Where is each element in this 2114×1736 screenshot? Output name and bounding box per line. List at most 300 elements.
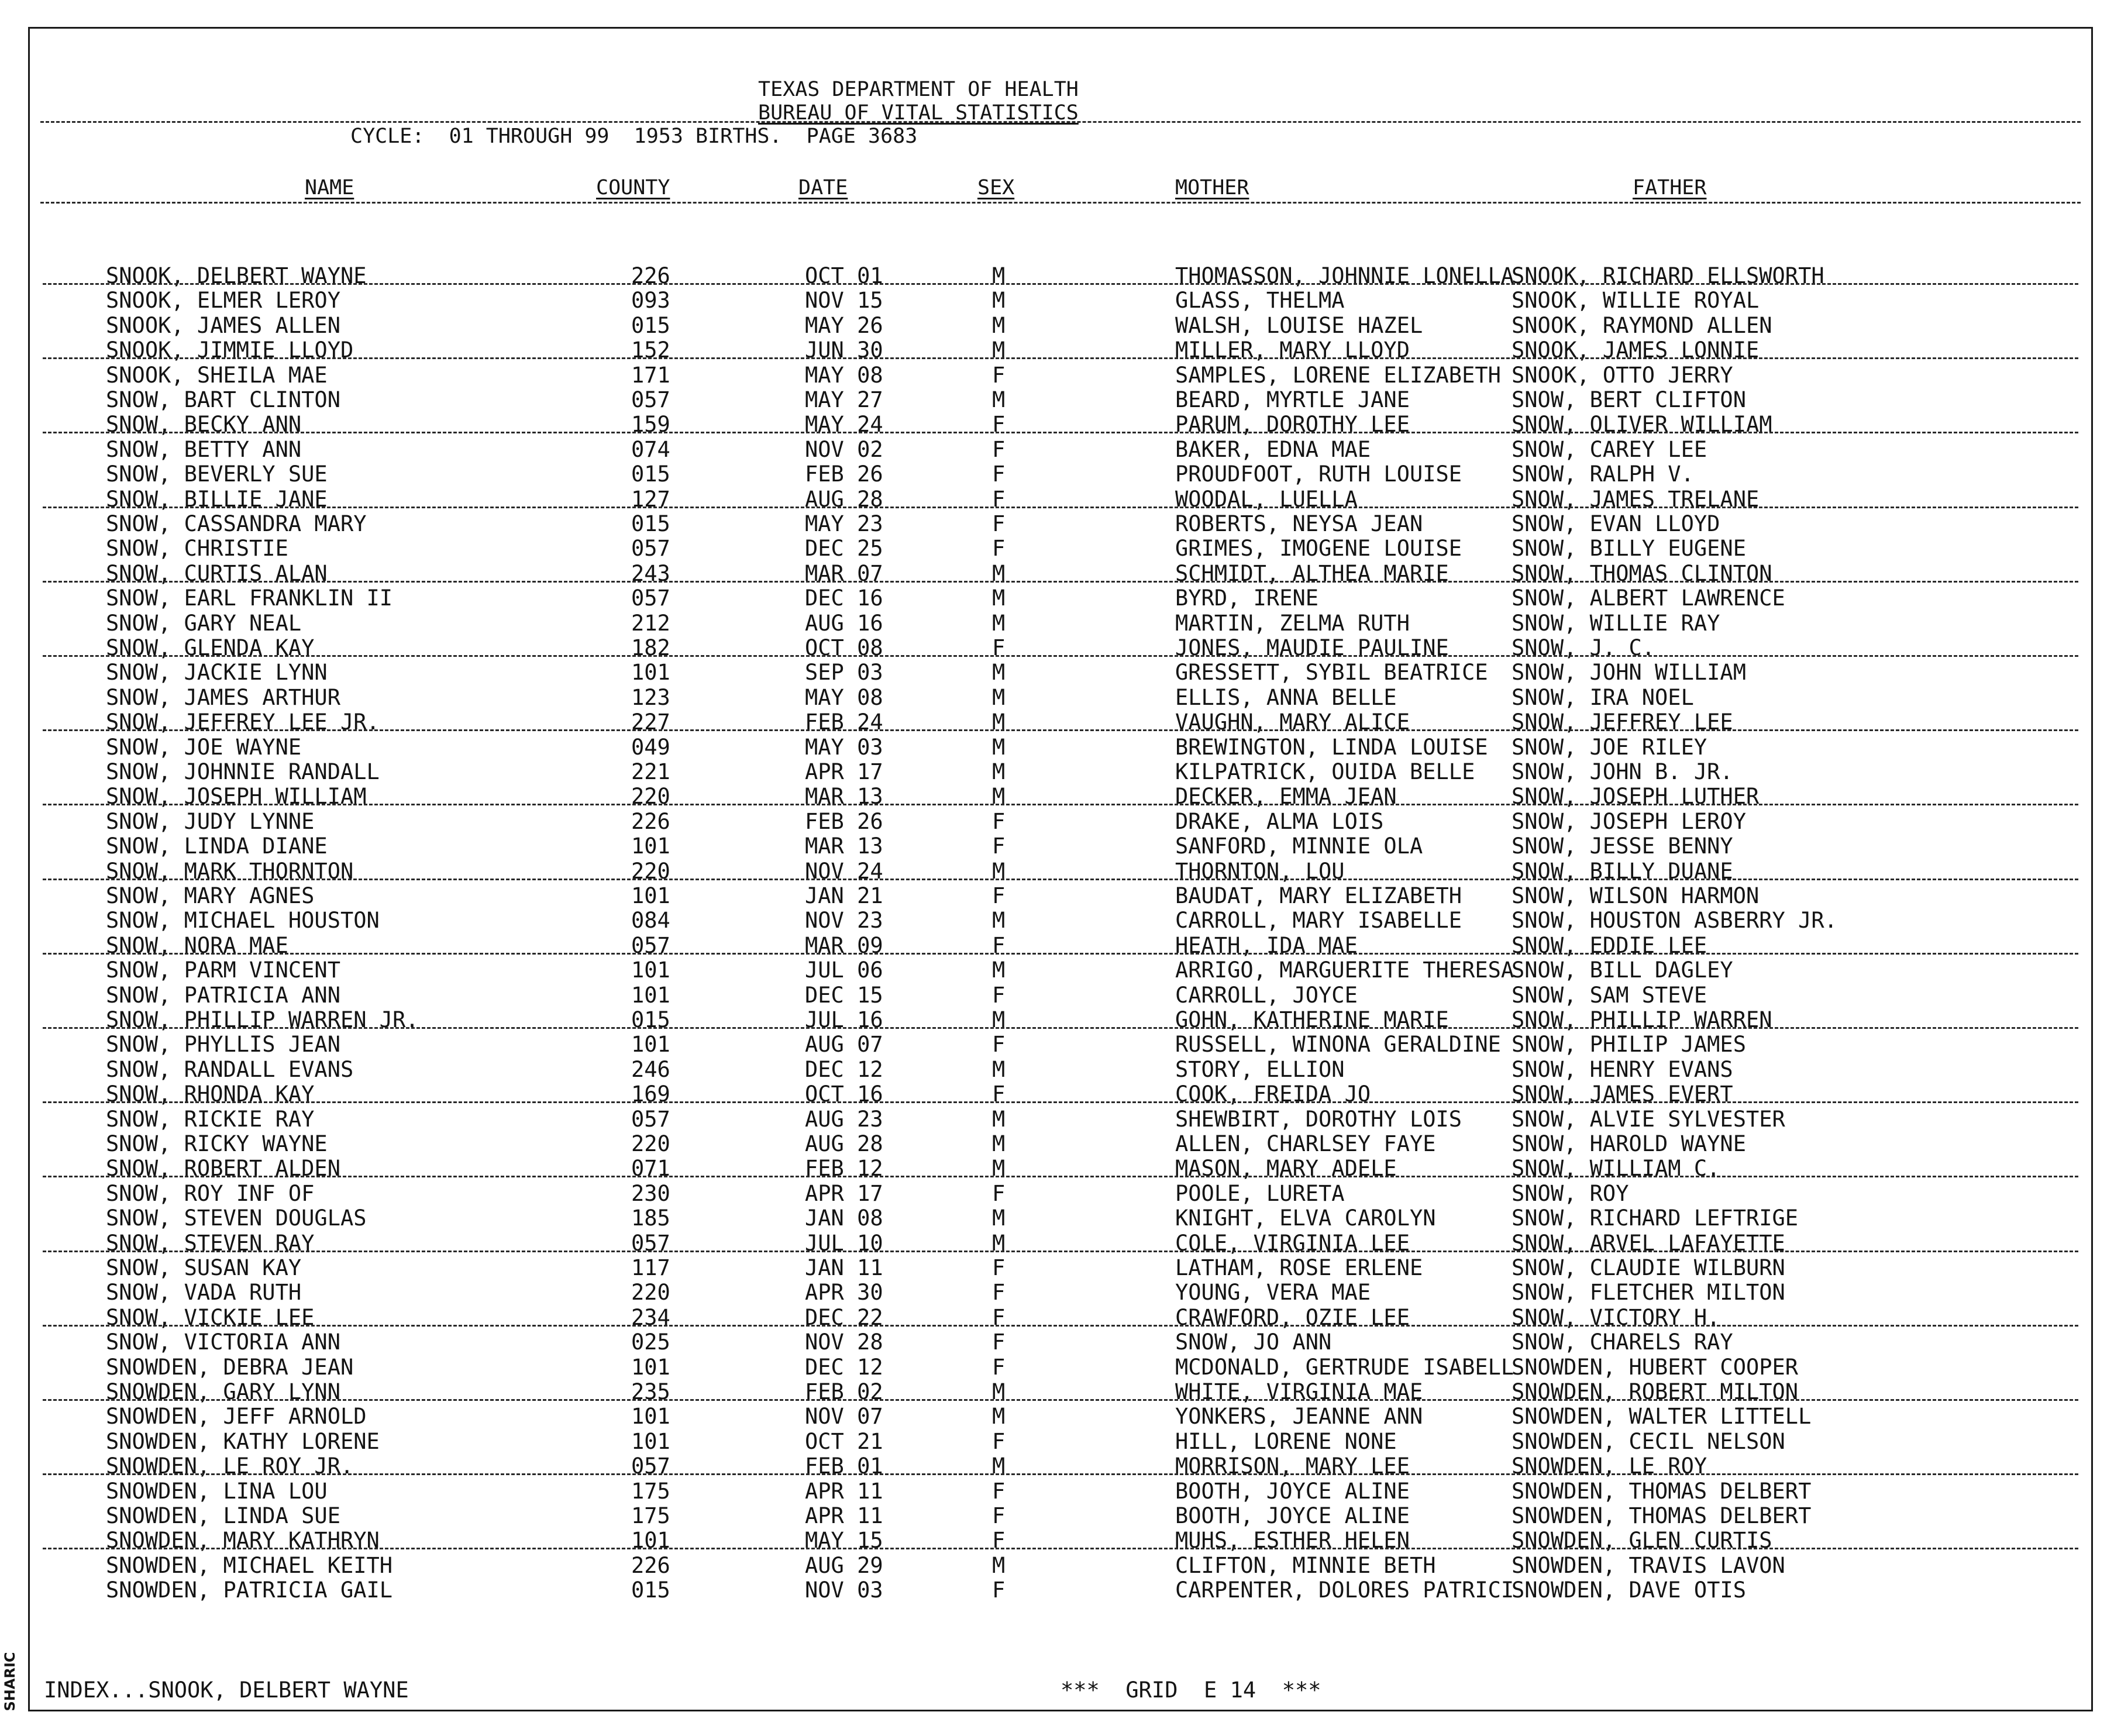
record-sex: F (992, 883, 1006, 908)
record-date: AUG 23 (805, 1106, 883, 1132)
record-sex: M (992, 734, 1006, 760)
record-name: SNOW, JOE WAYNE (106, 734, 302, 760)
record-name: SNOW, STEVEN RAY (106, 1230, 315, 1256)
record-county: 234 (631, 1304, 670, 1330)
record-sex: M (992, 709, 1006, 735)
record-name: SNOW, ROBERT ALDEN (106, 1156, 340, 1182)
record-mother: PARUM, DOROTHY LEE (1175, 412, 1410, 438)
record-sex: F (992, 536, 1006, 562)
record-mother: PROUDFOOT, RUTH LOUISE (1175, 461, 1462, 487)
record-sex: M (992, 684, 1006, 710)
record-date: AUG 16 (805, 610, 883, 636)
record-name: SNOW, RICKY WAYNE (106, 1131, 328, 1156)
record-row (30, 288, 2091, 313)
record-name: SNOW, VICTORIA ANN (106, 1329, 340, 1355)
record-sex: M (992, 858, 1006, 884)
record-mother: HEATH, IDA MAE (1175, 932, 1358, 958)
record-row (30, 264, 2091, 288)
record-name: SNOOK, JAMES ALLEN (106, 312, 340, 338)
record-row (30, 1107, 2091, 1132)
record-mother: GOHN, KATHERINE MARIE (1175, 1007, 1449, 1032)
record-father: SNOW, JOHN WILLIAM (1512, 660, 1746, 686)
record-date: DEC 12 (805, 1354, 883, 1380)
record-name: SNOW, JOSEPH WILLIAM (106, 784, 367, 810)
record-father: SNOOK, RAYMOND ALLEN (1512, 312, 1772, 338)
record-date: DEC 15 (805, 982, 883, 1008)
record-name: SNOW, CASSANDRA MARY (106, 511, 367, 536)
record-name: SNOW, VADA RUTH (106, 1280, 302, 1306)
record-county: 235 (631, 1379, 670, 1404)
record-father: SNOW, JAMES TRELANE (1512, 486, 1760, 512)
record-mother: MUHS, ESTHER HELEN (1175, 1528, 1410, 1554)
record-date: MAR 13 (805, 784, 883, 810)
record-sex: F (992, 1577, 1006, 1603)
record-name: SNOW, PHYLLIS JEAN (106, 1032, 340, 1058)
record-name: SNOW, CURTIS ALAN (106, 560, 328, 586)
record-mother: CARROLL, JOYCE (1175, 982, 1358, 1008)
record-sex: F (992, 982, 1006, 1008)
record-father: SNOWDEN, DAVE OTIS (1512, 1577, 1746, 1603)
record-name: SNOWDEN, GARY LYNN (106, 1379, 340, 1404)
column-header-county: COUNTY (596, 176, 670, 199)
record-date: OCT 01 (805, 263, 883, 288)
record-sex: F (992, 833, 1006, 859)
record-mother: KNIGHT, ELVA CAROLYN (1175, 1205, 1436, 1231)
record-mother: COOK, FREIDA JO (1175, 1081, 1371, 1107)
record-row (30, 1231, 2091, 1256)
record-father: SNOW, ARVEL LAFAYETTE (1512, 1230, 1785, 1256)
record-father: SNOW, PHILLIP WARREN (1512, 1007, 1772, 1032)
record-mother: MORRISON, MARY LEE (1175, 1453, 1410, 1479)
record-mother: ROBERTS, NEYSA JEAN (1175, 511, 1423, 536)
record-date: JAN 21 (805, 883, 883, 908)
record-mother: SCHMIDT, ALTHEA MARIE (1175, 560, 1449, 586)
record-sex: M (992, 263, 1006, 288)
record-county: 015 (631, 1577, 670, 1603)
record-date: NOV 03 (805, 1577, 883, 1603)
record-date: MAY 27 (805, 387, 883, 412)
record-row (30, 363, 2091, 388)
side-margin-text: SHARIC (2, 1652, 18, 1711)
record-date: MAY 15 (805, 1528, 883, 1554)
record-county: 220 (631, 1131, 670, 1156)
record-county: 246 (631, 1056, 670, 1082)
record-county: 057 (631, 585, 670, 611)
record-name: SNOWDEN, MARY KATHRYN (106, 1528, 380, 1554)
record-sex: F (992, 1081, 1006, 1107)
record-row (30, 1256, 2091, 1280)
record-sex: M (992, 1404, 1006, 1430)
record-sex: F (992, 1180, 1006, 1206)
record-county: 049 (631, 734, 670, 760)
record-date: APR 17 (805, 1180, 883, 1206)
record-row (30, 760, 2091, 784)
record-row (30, 958, 2091, 983)
record-name: SNOW, BART CLINTON (106, 387, 340, 412)
record-date: MAY 03 (805, 734, 883, 760)
record-name: SNOWDEN, KATHY LORENE (106, 1428, 380, 1454)
record-row (30, 686, 2091, 710)
record-father: SNOW, HOUSTON ASBERRY JR. (1512, 908, 1837, 934)
record-father: SNOW, FLETCHER MILTON (1512, 1280, 1785, 1306)
header-cycle: CYCLE: 01 THROUGH 99 1953 BIRTHS. PAGE 3683 (350, 125, 918, 148)
record-sex: F (992, 1329, 1006, 1355)
record-date: JAN 11 (805, 1255, 883, 1280)
record-sex: F (992, 486, 1006, 512)
record-row (30, 1404, 2091, 1429)
record-county: 123 (631, 684, 670, 710)
record-row (30, 859, 2091, 884)
record-date: NOV 02 (805, 436, 883, 462)
record-date: JAN 08 (805, 1205, 883, 1231)
record-county: 101 (631, 1032, 670, 1058)
record-row (30, 536, 2091, 561)
record-county: 175 (631, 1503, 670, 1528)
record-row (30, 611, 2091, 636)
record-county: 152 (631, 337, 670, 363)
column-header-sex: SEX (977, 176, 1015, 199)
record-date: OCT 08 (805, 635, 883, 660)
record-county: 057 (631, 536, 670, 562)
record-county: 057 (631, 1106, 670, 1132)
record-mother: VAUGHN, MARY ALICE (1175, 709, 1410, 735)
record-sex: M (992, 1056, 1006, 1082)
record-mother: JONES, MAUDIE PAULINE (1175, 635, 1449, 660)
record-father: SNOW, ALVIE SYLVESTER (1512, 1106, 1785, 1132)
record-row (30, 1058, 2091, 1082)
record-sex: F (992, 1280, 1006, 1306)
record-date: DEC 25 (805, 536, 883, 562)
record-date: FEB 02 (805, 1379, 883, 1404)
record-county: 226 (631, 263, 670, 288)
record-date: APR 11 (805, 1503, 883, 1528)
record-date: DEC 16 (805, 585, 883, 611)
record-mother: MARTIN, ZELMA RUTH (1175, 610, 1410, 636)
record-county: 101 (631, 1354, 670, 1380)
record-sex: F (992, 1503, 1006, 1528)
record-sex: F (992, 635, 1006, 660)
record-father: SNOOK, WILLIE ROYAL (1512, 288, 1760, 314)
record-row (30, 1380, 2091, 1404)
record-county: 212 (631, 610, 670, 636)
record-mother: YOUNG, VERA MAE (1175, 1280, 1371, 1306)
record-sex: M (992, 560, 1006, 586)
record-mother: COLE, VIRGINIA LEE (1175, 1230, 1410, 1256)
column-header-mother: MOTHER (1175, 176, 1249, 199)
record-sex: F (992, 808, 1006, 834)
record-name: SNOWDEN, JEFF ARNOLD (106, 1404, 367, 1430)
record-sex: M (992, 759, 1006, 784)
record-date: FEB 12 (805, 1156, 883, 1182)
record-name: SNOW, BETTY ANN (106, 436, 302, 462)
record-father: SNOWDEN, ROBERT MILTON (1512, 1379, 1799, 1404)
record-county: 175 (631, 1478, 670, 1504)
record-name: SNOW, GARY NEAL (106, 610, 302, 636)
record-date: MAY 08 (805, 362, 883, 388)
record-sex: M (992, 1453, 1006, 1479)
record-mother: BYRD, IRENE (1175, 585, 1319, 611)
record-county: 221 (631, 759, 670, 784)
record-row (30, 512, 2091, 536)
record-father: SNOW, RALPH V. (1512, 461, 1694, 487)
record-row (30, 1306, 2091, 1330)
record-father: SNOW, HAROLD WAYNE (1512, 1131, 1746, 1156)
record-date: AUG 28 (805, 486, 883, 512)
record-mother: DECKER, EMMA JEAN (1175, 784, 1397, 810)
record-row (30, 1032, 2091, 1057)
record-date: APR 11 (805, 1478, 883, 1504)
record-sex: M (992, 1106, 1006, 1132)
record-sex: F (992, 436, 1006, 462)
record-father: SNOWDEN, TRAVIS LAVON (1512, 1552, 1785, 1578)
record-row (30, 934, 2091, 958)
record-date: FEB 26 (805, 461, 883, 487)
record-name: SNOW, LINDA DIANE (106, 833, 328, 859)
record-row (30, 1082, 2091, 1107)
record-father: SNOW, WILLIE RAY (1512, 610, 1720, 636)
record-father: SNOWDEN, WALTER LITTELL (1512, 1404, 1812, 1430)
record-county: 084 (631, 908, 670, 934)
record-county: 182 (631, 635, 670, 660)
record-name: SNOW, MARY AGNES (106, 883, 315, 908)
record-name: SNOW, JAMES ARTHUR (106, 684, 340, 710)
record-father: SNOW, JOHN B. JR. (1512, 759, 1733, 784)
record-row (30, 1355, 2091, 1380)
record-father: SNOWDEN, LE ROY (1512, 1453, 1707, 1479)
record-name: SNOOK, JIMMIE LLOYD (106, 337, 354, 363)
side-margin-mark (1, 1649, 19, 1714)
record-row (30, 1454, 2091, 1479)
record-sex: M (992, 660, 1006, 686)
record-row (30, 660, 2091, 685)
record-father: SNOOK, RICHARD ELLSWORTH (1512, 263, 1824, 288)
record-sex: F (992, 461, 1006, 487)
record-row (30, 710, 2091, 735)
record-mother: THOMASSON, JOHNNIE LONELLA (1175, 263, 1514, 288)
record-county: 230 (631, 1180, 670, 1206)
record-name: SNOWDEN, DEBRA JEAN (106, 1354, 354, 1380)
record-sex: M (992, 610, 1006, 636)
record-father: SNOOK, JAMES LONNIE (1512, 337, 1760, 363)
record-sex: F (992, 932, 1006, 958)
record-father: SNOW, PHILIP JAMES (1512, 1032, 1746, 1058)
record-date: AUG 28 (805, 1131, 883, 1156)
record-date: NOV 15 (805, 288, 883, 314)
record-date: DEC 12 (805, 1056, 883, 1082)
record-father: SNOW, JEFFREY LEE (1512, 709, 1733, 735)
record-mother: ELLIS, ANNA BELLE (1175, 684, 1397, 710)
record-county: 101 (631, 1528, 670, 1554)
record-county: 057 (631, 1453, 670, 1479)
record-name: SNOW, GLENDA KAY (106, 635, 315, 660)
record-date: APR 30 (805, 1280, 883, 1306)
record-name: SNOWDEN, LINA LOU (106, 1478, 328, 1504)
record-mother: WHITE, VIRGINIA MAE (1175, 1379, 1423, 1404)
record-mother: ALLEN, CHARLSEY FAYE (1175, 1131, 1436, 1156)
record-date: OCT 21 (805, 1428, 883, 1454)
record-county: 015 (631, 461, 670, 487)
record-row (30, 338, 2091, 363)
record-county: 015 (631, 1007, 670, 1032)
record-mother: SAMPLES, LORENE ELIZABETH (1175, 362, 1501, 388)
record-sex: F (992, 1478, 1006, 1504)
record-sex: M (992, 1156, 1006, 1182)
record-row (30, 735, 2091, 760)
record-father: SNOW, JOSEPH LEROY (1512, 808, 1746, 834)
record-mother: POOLE, LURETA (1175, 1180, 1345, 1206)
record-name: SNOW, CHRISTIE (106, 536, 288, 562)
record-row (30, 1008, 2091, 1032)
record-sex: M (992, 957, 1006, 983)
record-father: SNOW, CLAUDIE WILBURN (1512, 1255, 1785, 1280)
record-date: NOV 07 (805, 1404, 883, 1430)
record-county: 227 (631, 709, 670, 735)
record-date: JUL 16 (805, 1007, 883, 1032)
record-row (30, 314, 2091, 338)
record-row (30, 1156, 2091, 1181)
record-mother: ARRIGO, MARGUERITE THERESA (1175, 957, 1514, 983)
record-father: SNOW, ALBERT LAWRENCE (1512, 585, 1785, 611)
record-mother: RUSSELL, WINONA GERALDINE (1175, 1032, 1501, 1058)
record-sex: F (992, 1304, 1006, 1330)
record-sex: M (992, 1007, 1006, 1032)
record-name: SNOW, SUSAN KAY (106, 1255, 302, 1280)
record-date: MAR 13 (805, 833, 883, 859)
record-father: SNOWDEN, CECIL NELSON (1512, 1428, 1785, 1454)
record-row (30, 562, 2091, 586)
header-rule-bottom (40, 202, 2081, 204)
record-date: AUG 07 (805, 1032, 883, 1058)
record-county: 074 (631, 436, 670, 462)
record-father: SNOW, WILSON HARMON (1512, 883, 1760, 908)
record-date: JUL 06 (805, 957, 883, 983)
record-date: MAR 09 (805, 932, 883, 958)
record-sex: F (992, 1255, 1006, 1280)
record-name: SNOW, RICKIE RAY (106, 1106, 315, 1132)
record-date: SEP 03 (805, 660, 883, 686)
record-row (30, 1182, 2091, 1206)
record-county: 101 (631, 660, 670, 686)
record-row (30, 983, 2091, 1008)
record-father: SNOW, IRA NOEL (1512, 684, 1694, 710)
record-county: 243 (631, 560, 670, 586)
record-date: MAY 08 (805, 684, 883, 710)
record-sex: M (992, 908, 1006, 934)
record-sex: M (992, 784, 1006, 810)
record-mother: WALSH, LOUISE HAZEL (1175, 312, 1423, 338)
record-mother: HILL, LORENE NONE (1175, 1428, 1397, 1454)
record-sex: M (992, 312, 1006, 338)
record-father: SNOW, BERT CLIFTON (1512, 387, 1746, 412)
record-sex: M (992, 387, 1006, 412)
record-name: SNOOK, DELBERT WAYNE (106, 263, 367, 288)
record-row (30, 1528, 2091, 1553)
record-mother: MCDONALD, GERTRUDE ISABELL (1175, 1354, 1514, 1380)
record-date: MAY 23 (805, 511, 883, 536)
column-header-name: NAME (305, 176, 354, 199)
header-rule-top (40, 121, 2081, 123)
record-row (30, 1132, 2091, 1156)
record-county: 220 (631, 858, 670, 884)
record-mother: SHEWBIRT, DOROTHY LOIS (1175, 1106, 1462, 1132)
record-date: NOV 24 (805, 858, 883, 884)
record-mother: GLASS, THELMA (1175, 288, 1345, 314)
record-mother: CARPENTER, DOLORES PATRICI (1175, 1577, 1514, 1603)
record-county: 226 (631, 1552, 670, 1578)
record-father: SNOW, BILL DAGLEY (1512, 957, 1733, 983)
record-county: 185 (631, 1205, 670, 1231)
record-name: SNOWDEN, LINDA SUE (106, 1503, 340, 1528)
record-county: 057 (631, 932, 670, 958)
record-mother: BREWINGTON, LINDA LOUISE (1175, 734, 1488, 760)
record-father: SNOW, THOMAS CLINTON (1512, 560, 1772, 586)
record-mother: GRESSETT, SYBIL BEATRICE (1175, 660, 1488, 686)
record-row (30, 586, 2091, 611)
record-sex: F (992, 1428, 1006, 1454)
record-father: SNOW, RICHARD LEFTRIGE (1512, 1205, 1799, 1231)
record-name: SNOW, RHONDA KAY (106, 1081, 315, 1107)
record-name: SNOW, ROY INF OF (106, 1180, 315, 1206)
record-row (30, 1578, 2091, 1603)
record-row (30, 412, 2091, 437)
record-father: SNOW, SAM STEVE (1512, 982, 1707, 1008)
record-name: SNOW, RANDALL EVANS (106, 1056, 354, 1082)
record-name: SNOW, PHILLIP WARREN JR. (106, 1007, 419, 1032)
record-father: SNOW, ROY (1512, 1180, 1629, 1206)
record-row (30, 1330, 2091, 1355)
record-name: SNOW, JOHNNIE RANDALL (106, 759, 380, 784)
record-father: SNOW, JOE RILEY (1512, 734, 1707, 760)
record-name: SNOWDEN, LE ROY JR. (106, 1453, 354, 1479)
record-name: SNOW, BEVERLY SUE (106, 461, 328, 487)
record-sex: M (992, 1131, 1006, 1156)
record-father: SNOW, JAMES EVERT (1512, 1081, 1733, 1107)
footer-index: INDEX...SNOOK, DELBERT WAYNE (44, 1678, 409, 1703)
record-father: SNOW, JOSEPH LUTHER (1512, 784, 1760, 810)
document-frame (28, 27, 2093, 1711)
record-father: SNOW, BILLY EUGENE (1512, 536, 1746, 562)
record-mother: MILLER, MARY LLOYD (1175, 337, 1410, 363)
record-date: MAY 26 (805, 312, 883, 338)
record-mother: KILPATRICK, OUIDA BELLE (1175, 759, 1475, 784)
record-mother: BAUDAT, MARY ELIZABETH (1175, 883, 1462, 908)
record-name: SNOW, MICHAEL HOUSTON (106, 908, 380, 934)
record-date: JUL 10 (805, 1230, 883, 1256)
record-county: 015 (631, 312, 670, 338)
record-county: 101 (631, 1404, 670, 1430)
record-county: 220 (631, 784, 670, 810)
record-sex: M (992, 1552, 1006, 1578)
record-date: FEB 26 (805, 808, 883, 834)
record-father: SNOOK, OTTO JERRY (1512, 362, 1733, 388)
record-mother: STORY, ELLION (1175, 1056, 1345, 1082)
record-father: SNOW, CHARELS RAY (1512, 1329, 1733, 1355)
header-department: TEXAS DEPARTMENT OF HEALTH (758, 78, 1079, 101)
record-mother: GRIMES, IMOGENE LOUISE (1175, 536, 1462, 562)
record-father: SNOW, HENRY EVANS (1512, 1056, 1733, 1082)
record-father: SNOWDEN, THOMAS DELBERT (1512, 1478, 1812, 1504)
record-county: 101 (631, 957, 670, 983)
record-date: AUG 29 (805, 1552, 883, 1578)
record-county: 057 (631, 387, 670, 412)
record-row (30, 884, 2091, 908)
record-date: NOV 28 (805, 1329, 883, 1355)
record-sex: M (992, 288, 1006, 314)
record-date: MAR 07 (805, 560, 883, 586)
record-sex: F (992, 1354, 1006, 1380)
record-sex: F (992, 511, 1006, 536)
record-sex: F (992, 1032, 1006, 1058)
